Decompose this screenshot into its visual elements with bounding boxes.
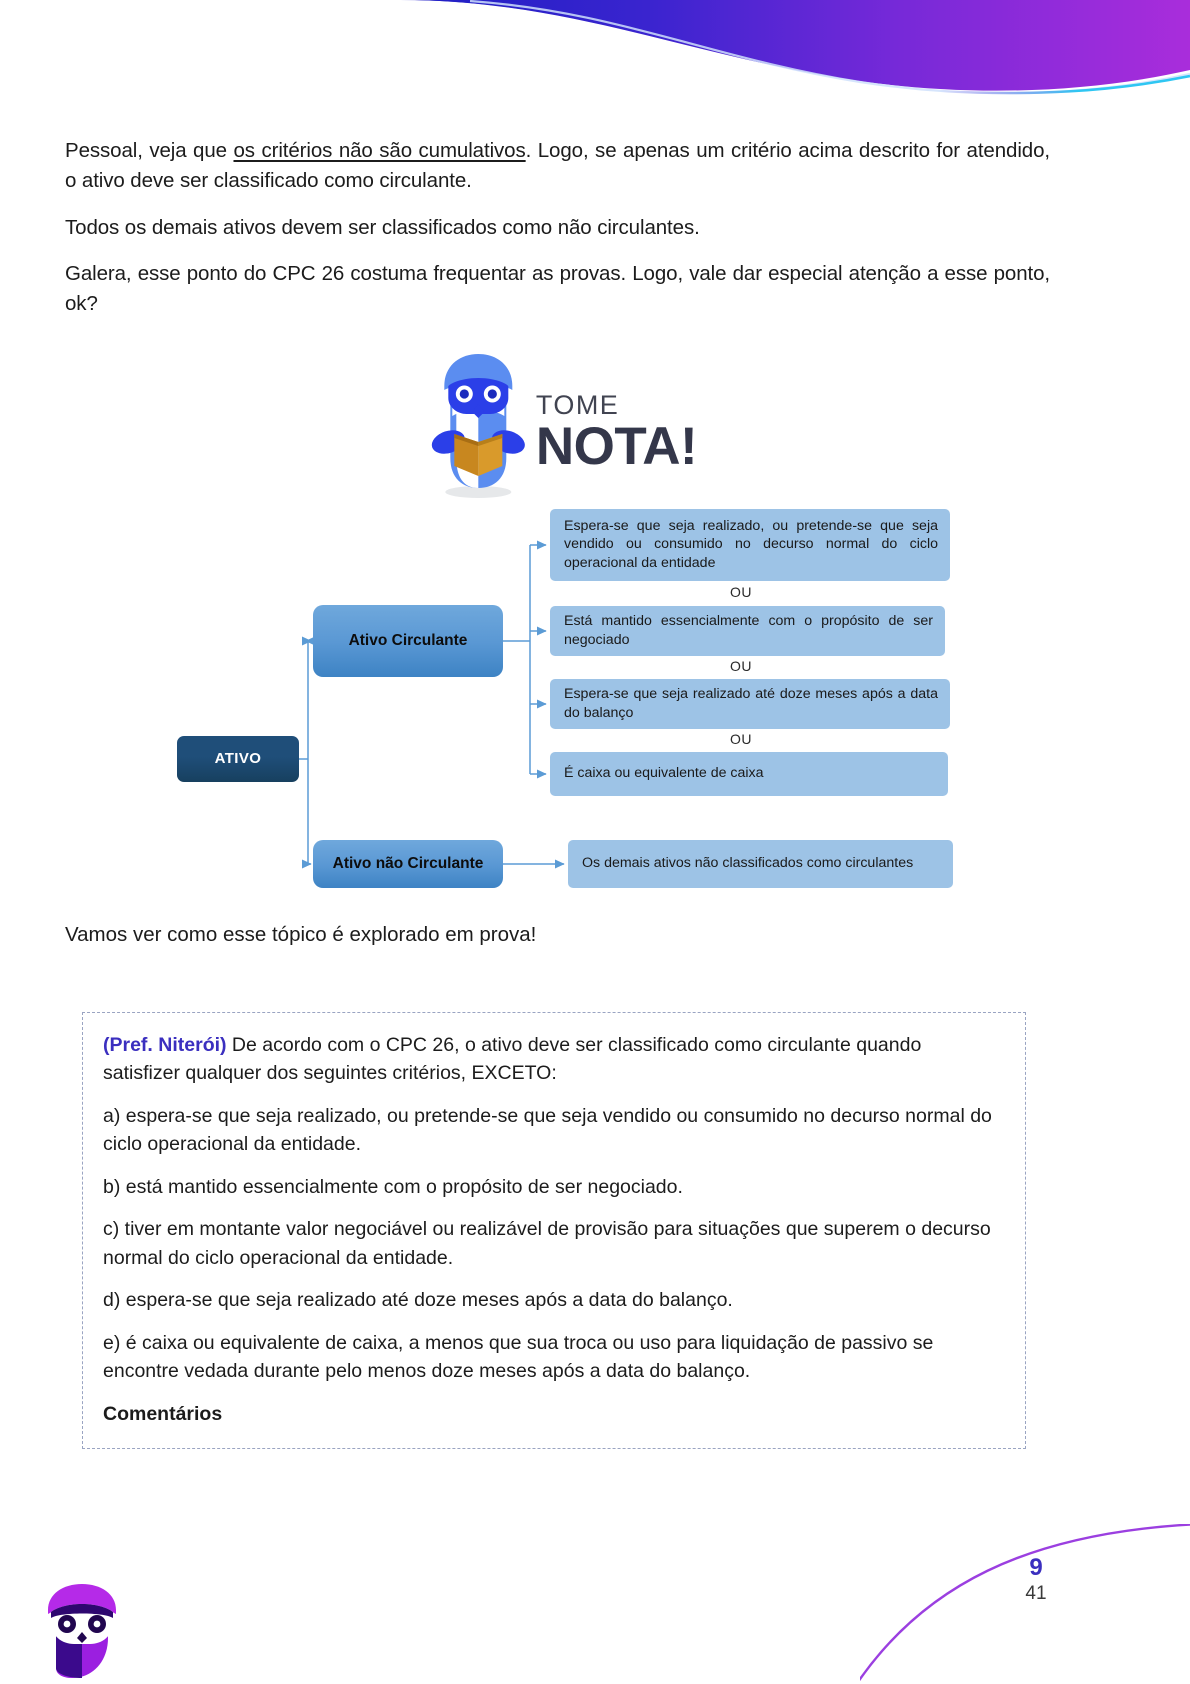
diagram-nao-circulante-description bbox=[568, 840, 953, 888]
criterion-2-text: Está mantido essencialmente com o propósito de ser negociado bbox=[564, 612, 933, 648]
criterion-3-text: Espera-se que seja realizado até doze meses após a data do balanço bbox=[564, 685, 938, 721]
paragraph-atencao: Galera, esse ponto do CPC 26 costuma frequentar as provas. Logo, vale dar especial atenção a esse ponto, ok? bbox=[65, 261, 1050, 316]
diagram-connector-label-2: OU bbox=[730, 657, 752, 674]
page-number: 41 bbox=[1025, 1583, 1047, 1605]
paragraph-nao-circulantes: Todos os demais ativos devem ser classificados como não circulantes. bbox=[65, 215, 700, 239]
question-box bbox=[82, 1012, 1026, 1449]
paragraph-vamos-ver: Vamos ver como esse tópico é explorado em prova! bbox=[65, 922, 537, 946]
footer-page-indicator bbox=[1006, 1556, 1066, 1606]
criterion-1-text: Espera-se que seja realizado, ou pretende-se que seja vendido ou consumido no decurso normal do ciclo operacional da entidade bbox=[564, 517, 938, 571]
question-statement bbox=[103, 1031, 1003, 1088]
tome-nota-line2: NOTA! bbox=[535, 416, 698, 476]
diagram-criterion-4 bbox=[550, 752, 948, 796]
question-source: (Pref. Niterói) bbox=[103, 1033, 227, 1056]
diagram-criterion-3 bbox=[550, 679, 950, 729]
diagram-criterion-1 bbox=[550, 509, 950, 581]
chapter-number: 9 bbox=[1029, 1554, 1043, 1582]
header-wave-graphic bbox=[0, 0, 1190, 110]
paragraph-text-part1: Pessoal, veja que bbox=[65, 139, 234, 162]
diagram-connector-label-1: OU bbox=[730, 583, 752, 600]
question-option-a: a) espera-se que seja realizado, ou pretende-se que seja vendido ou consumido no decurso normal do ciclo operacional da entidade. bbox=[103, 1104, 992, 1156]
tome-nota-line1: TOME bbox=[535, 389, 620, 420]
tome-nota-callout bbox=[65, 346, 1050, 506]
diagram-connector-label-3: OU bbox=[730, 730, 752, 747]
owl-reading-book-icon bbox=[418, 346, 538, 501]
question-statement-text: De acordo com o CPC 26, o ativo deve ser classificado como circulante quando satisfizer qualquer dos seguintes critérios, EXCETO: bbox=[103, 1033, 922, 1085]
question-option-b: b) está mantido essencialmente com o propósito de ser negociado. bbox=[103, 1175, 683, 1198]
paragraph-criteria-note bbox=[65, 136, 1050, 197]
page-content bbox=[65, 136, 1050, 1449]
estrategia-owl-logo-icon bbox=[42, 1582, 130, 1678]
nao-circulante-text: Os demais ativos não classificados como circulantes bbox=[582, 855, 914, 872]
diagram-node-ativo: ATIVO bbox=[177, 736, 299, 782]
question-option-e: e) é caixa ou equivalente de caixa, a menos que sua troca ou uso para liquidação de passivo se encontre vedada durante pelo menos doze meses após a data do balanço. bbox=[103, 1331, 934, 1383]
ativo-classification-diagram bbox=[65, 504, 1050, 914]
criterion-4-text: É caixa ou equivalente de caixa bbox=[564, 765, 764, 782]
paragraph-text-part2: . Logo, se apenas um critério acima descrito for atendido, o ativo deve ser classificado como circulante. bbox=[65, 139, 1050, 193]
question-option-c: c) tiver em montante valor negociável ou realizável de provisão para situações que superem o decurso normal do ciclo operacional da entidade. bbox=[103, 1218, 991, 1269]
diagram-criterion-2 bbox=[550, 606, 945, 656]
underlined-phrase: os critérios não são cumulativos bbox=[233, 139, 526, 162]
diagram-node-ativo-circulante: Ativo Circulante bbox=[313, 605, 503, 677]
question-option-d: d) espera-se que seja realizado até doze meses após a data do balanço. bbox=[103, 1289, 733, 1312]
comentarios-heading: Comentários bbox=[103, 1402, 223, 1425]
diagram-node-ativo-nao-circulante: Ativo não Circulante bbox=[313, 840, 503, 888]
